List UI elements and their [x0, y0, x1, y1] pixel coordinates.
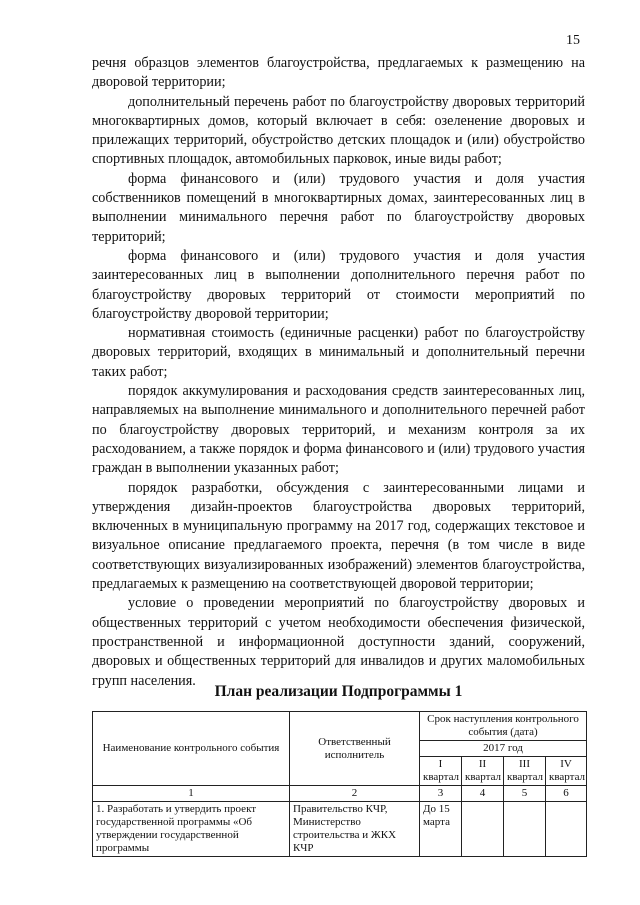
table-header-row [93, 712, 587, 741]
table-row [93, 802, 587, 857]
header-quarter: I квартал [420, 757, 462, 786]
cell-responsible: Правительство КЧР, Министерство строительства и ЖКХ КЧР [290, 802, 420, 857]
header-quarter: III квартал [504, 757, 546, 786]
paragraph: форма финансового и (или) трудового участия и доля участия заинтересованных лиц в выполнении дополнительного перечня работ по благоустройству дворовых территорий от стоимости мероприятий по благоустройству дворовой территории; [92, 247, 585, 322]
column-number: 2 [290, 786, 420, 802]
paragraph: порядок разработки, обсуждения с заинтересованными лицами и утверждения дизайн-проектов благоустройства дворовых территорий, включенных в муниципальную программу на 2017 год, содержащих текстовое и визуальное описание предлагаемого проекта, перечня (в том числе в виде соответствующих визуализированных изображений) элементов благоустройства, предлагаемых к размещению на соответствующей дворовой территории; [92, 479, 585, 593]
column-number: 4 [462, 786, 504, 802]
cell-q1: До 15 марта [420, 802, 462, 857]
cell-q2 [462, 802, 504, 857]
header-deadline: Срок наступления контрольного события (дата) [420, 712, 587, 741]
section-title: План реализации Подпрограммы 1 [214, 683, 463, 700]
plan-table [92, 711, 587, 857]
paragraph: нормативная стоимость (единичные расценки) работ по благоустройству дворовых территорий, входящих в минимальный и дополнительный перечни таких работ; [92, 325, 585, 380]
header-responsible: Ответственный исполнитель [290, 712, 420, 786]
column-number: 5 [504, 786, 546, 802]
column-number: 1 [93, 786, 290, 802]
header-event: Наименование контрольного события [93, 712, 290, 786]
page-number: 15 [566, 33, 580, 48]
header-quarter: IV квартал [546, 757, 587, 786]
paragraph: форма финансового и (или) трудового участия и доля участия собственников помещений в многоквартирных домах, заинтересованных лиц в выполнении минимального перечня работ по благоустройству дворовых территорий; [92, 170, 585, 245]
header-quarter: II квартал [462, 757, 504, 786]
cell-q3 [504, 802, 546, 857]
column-number: 6 [546, 786, 587, 802]
column-number: 3 [420, 786, 462, 802]
paragraph: речня образцов элементов благоустройства, предлагаемых к размещению на дворовой территории; [92, 55, 585, 91]
cell-q4 [546, 802, 587, 857]
paragraph: дополнительный перечень работ по благоустройству дворовых территорий многоквартирных домов, который включает в себя: озеленение дворовых и прилежащих территорий, обустройство детских площадок и (или) обустройство спортивных площадок, автомобильных парковок, иные виды работ; [92, 93, 585, 168]
column-number-row [93, 786, 587, 802]
paragraph: порядок аккумулирования и расходования средств заинтересованных лиц, направляемых на выполнение минимального и дополнительного перечней работ по благоустройству дворовых территорий, и механизм контроля за их расходованием, а также порядок и форма финансового и (или) трудового участия граждан в выполнении указанных работ; [92, 383, 585, 477]
paragraph: условие о проведении мероприятий по благоустройству дворовых и общественных территорий с учетом необходимости обеспечения физической, пространственной и информационной доступности зданий, сооружений, дворовых и общественных территорий для инвалидов и других маломобильных групп населения. [92, 595, 585, 689]
header-year: 2017 год [420, 741, 587, 757]
body-text [92, 54, 585, 691]
cell-event: 1. Разработать и утвердить проект государственной программы «Об утверждении государственной программы [93, 802, 290, 857]
